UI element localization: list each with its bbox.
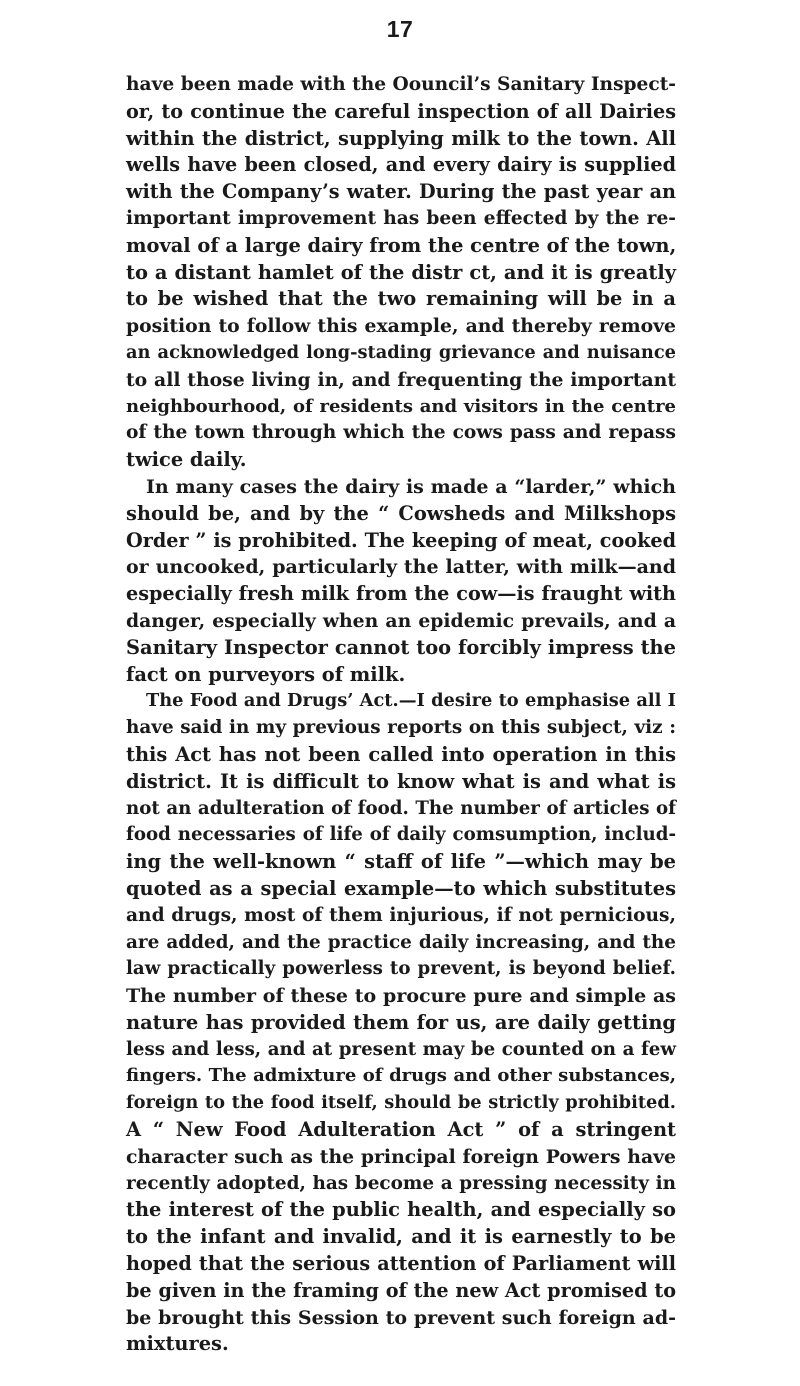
text-line: Sanitary Inspector cannot too forcibly impress the [126,635,676,659]
text-line: an acknowledged long-stading grievance and nuisance [126,341,676,363]
text-line: neighbourhood, of residents and visitors in the centre [126,395,676,417]
text-line: hoped that the serious attention of Parliament will [126,1252,676,1276]
text-line: within the district, supplying milk to the town. All [126,126,676,150]
text-line: nature has provided them for us, are daily getting [126,1010,676,1034]
text-line: to a distant hamlet of the distr ct, and it is greatly [126,260,676,284]
text-line: be brought this Session to prevent such foreign ad- [126,1306,676,1329]
text-line: should be, and by the “ Cowsheds and Milkshops [126,501,676,525]
text-line: especially fresh milk from the cow—is fraught with [126,582,676,606]
text-line: recently adopted, has become a pressing necessity in [126,1172,676,1194]
text-line: be given in the framing of the new Act promised to [126,1278,676,1302]
text-line: A “ New Food Adulteration Act ” of a stringent [126,1118,676,1142]
text-line: law practically powerless to prevent, is beyond belief. [126,958,676,980]
text-line: to be wished that the two remaining will be in a [126,287,676,311]
text-line: The Food and Drugs’ Act.—I desire to emphasise all I [146,690,676,712]
text-line: ing the well-known “ staff of life ”—which may be [126,850,676,874]
text-line: The number of these to procure pure and simple as [126,985,676,1008]
text-line: are added, and the practice daily increasing, and the [126,931,676,953]
text-line: mixtures. [126,1332,229,1356]
text-line: less and less, and at present may be counted on a few [126,1038,676,1060]
page-number: 17 [386,16,414,42]
text-line: position to follow this example, and thereby remove [126,315,676,338]
text-line: danger, especially when an epidemic prevails, and a [126,609,676,632]
text-line: character such as the principal foreign Powers have [126,1145,676,1168]
text-line: food necessaries of life of daily comsumption, includ- [126,824,676,846]
text-line: or, to continue the careful inspection of all Dairies [126,99,676,123]
text-line: district. It is difficult to know what is and what is [126,769,676,793]
text-line: have been made with the Oouncil’s Sanitary Inspect- [126,74,676,95]
text-line: this Act has not been called into operation in this [126,742,676,766]
text-line: to the infant and invalid, and it is earnestly to be [126,1225,676,1249]
text-line: and drugs, most of them injurious, if not pernicious, [126,904,676,926]
text-line: twice daily. [126,448,247,472]
text-line: moval of a large dairy from the centre of the town, [126,233,677,257]
text-line: foreign to the food itself, should be strictly prohibited. [126,1092,676,1114]
text-line: wells have been closed, and every dairy is supplied [126,153,676,177]
text-line: the interest of the public health, and especially so [126,1198,676,1222]
text-line: quoted as a special example—to which substitutes [126,876,676,900]
text-line: fact on purveyors of milk. [126,662,406,686]
text-line: In many cases the dairy is made a “larder,” which [146,475,676,498]
text-line: with the Company’s water. During the past year an [126,180,676,204]
text-line: not an adulteration of food. The number of articles of [126,797,676,819]
text-line: Order ” is prohibited. The keeping of meat, cooked [126,528,676,552]
text-line: fingers. The admixture of drugs and other substances, [126,1065,676,1087]
text-line: or uncooked, particularly the latter, with milk—and [126,556,676,579]
text-line: to all those living in, and frequenting the important [126,368,676,391]
body-text [126,72,676,1358]
text-line: have said in my previous reports on this subject, viz : [126,717,676,739]
text-line: of the town through which the cows pass and repass [126,422,676,444]
text-line: important improvement has been effected by the re- [126,207,676,229]
